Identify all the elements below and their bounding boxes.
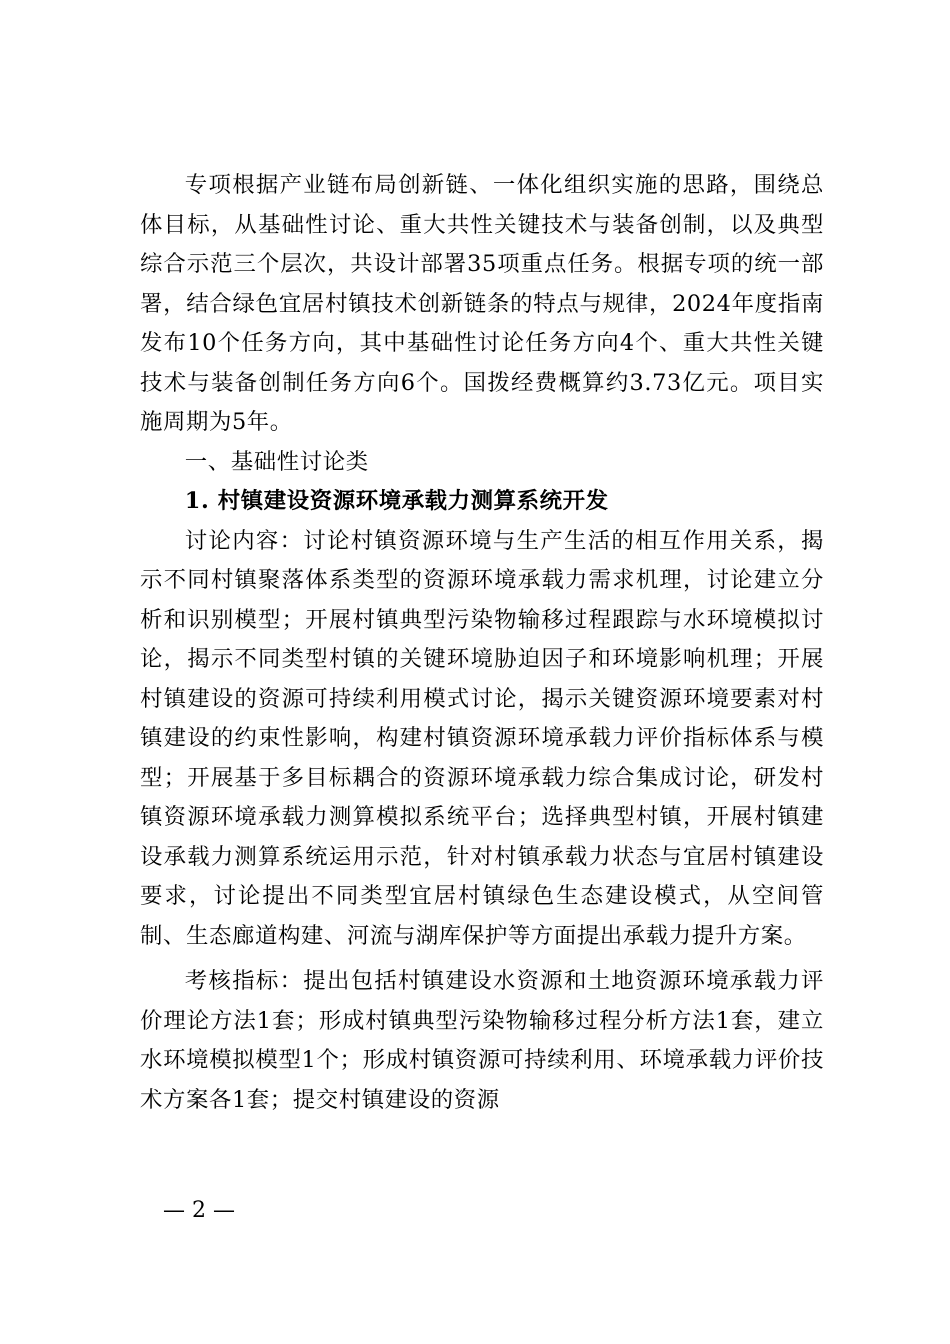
section-heading: 一、基础性讨论类 — [184, 448, 369, 475]
intro-paragraph: 专项根据产业链布局创新链、一体化组织实施的思路，围绕总体目标，从基础性讨论、重大共性关键技术与装备创制，以及典型综合示范三个层次，共设计部署35项重点任务。根据专项的统一部署，结合绿色宜居村镇技术创新链条的特点与规律，2024年度指南发布10个任务方向，其中基础性讨论任务方向4个、重大共性关键技术与装备创制任务方向6个。国拨经费概算约3.73亿元。项目实施周期为5年。 — [140, 172, 824, 435]
assessment-paragraph: 考核指标：提出包括村镇建设水资源和土地资源环境承载力评价理论方法1套；形成村镇典型污染物输移过程分析方法1套，建立水环境模拟模型1个；形成村镇资源可持续利用、环境承载力评价技术方案各1套；提交村镇建设的资源 — [140, 968, 824, 1113]
document-body — [140, 166, 824, 1120]
page-number: — 2 — — [163, 1198, 235, 1223]
item-heading: 1. 村镇建设资源环境承载力测算系统开发 — [184, 488, 609, 514]
research-content-paragraph: 讨论内容：讨论村镇资源环境与生产生活的相互作用关系，揭示不同村镇聚落体系类型的资源环境承载力需求机理，讨论建立分析和识别模型；开展村镇典型污染物输移过程跟踪与水环境模拟讨论，揭示不同类型村镇的关键环境胁迫因子和环境影响机理；开展村镇建设的资源可持续利用模式讨论，揭示关键资源环境要素对村镇建设的约束性影响，构建村镇资源环境承载力评价指标体系与模型；开展基于多目标耦合的资源环境承载力综合集成讨论，研发村镇资源环境承载力测算模拟系统平台；选择典型村镇，开展村镇建设承载力测算系统运用示范，针对村镇承载力状态与宜居村镇建设要求，讨论提出不同类型宜居村镇绿色生态建设模式，从空间管制、生态廊道构建、河流与湖库保护等方面提出承载力提升方案。 — [140, 527, 824, 949]
